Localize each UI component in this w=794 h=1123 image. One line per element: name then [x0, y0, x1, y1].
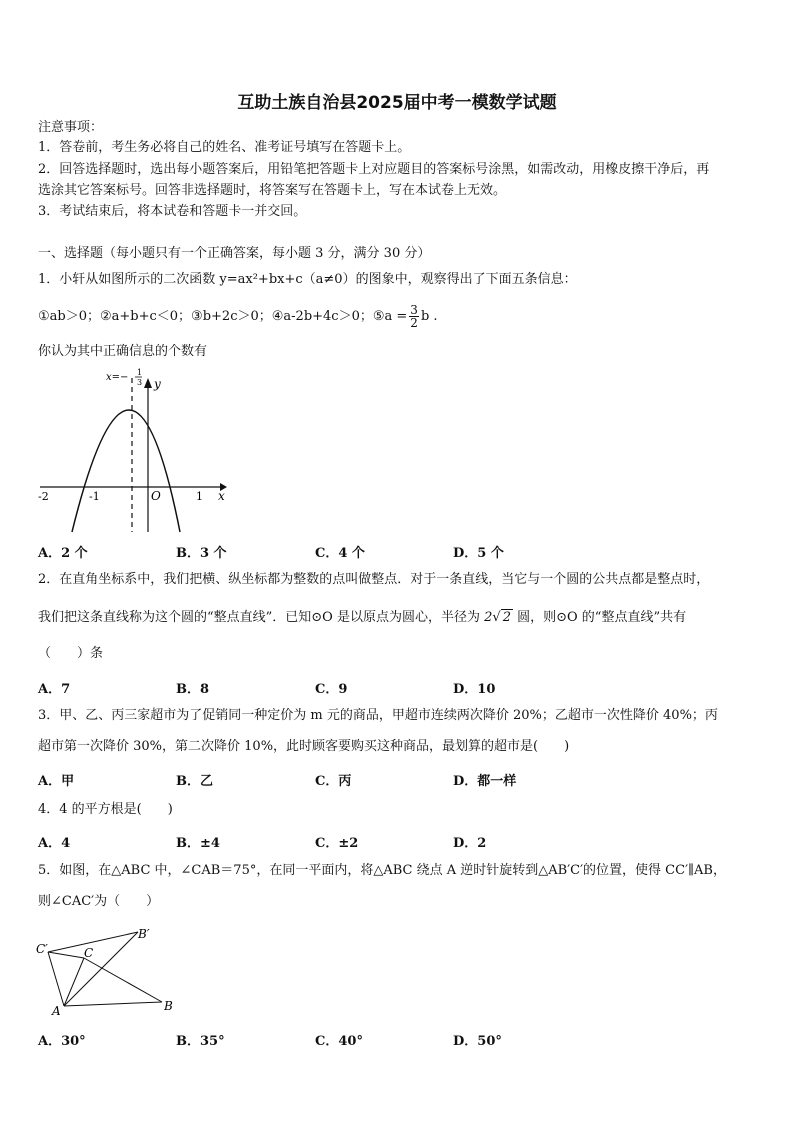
option-c[interactable]: C．9 — [315, 682, 348, 697]
radius-radicand: 2 — [502, 610, 511, 625]
page-title: 互助土族自治县2025届中考一模数学试题 — [237, 93, 557, 113]
segment-a-c — [64, 958, 84, 1006]
triangle-figure — [34, 922, 184, 1018]
label-c: C — [84, 946, 94, 960]
parabola-curve — [72, 410, 180, 532]
radius-value: 2√ 2 — [484, 610, 511, 625]
segment-cprime-c — [48, 952, 84, 958]
section-heading: 一、选择题（每小题只有一个正确答案，每小题 3 分，满分 30 分） — [38, 246, 431, 261]
option-d[interactable]: D．都一样 — [453, 774, 517, 789]
option-b[interactable]: B．±4 — [176, 836, 220, 851]
option-c[interactable]: C．丙 — [315, 774, 352, 789]
segment-c-b — [84, 958, 162, 1002]
option-d[interactable]: D．50° — [453, 1034, 502, 1049]
q1-info-prefix: ①ab＞0；②a+b+c＜0；③b+2c＞0；④a-2b+4c＞0；⑤ — [38, 309, 385, 324]
fraction-denominator: 2 — [410, 316, 418, 330]
label-c-prime: C′ — [36, 942, 48, 956]
tick-label: 1 — [196, 490, 203, 503]
q1-stem: 1．小轩从如图所示的二次函数 y=ax²+bx+c（a≠0）的图象中，观察得出了下面五条信息： — [38, 272, 577, 287]
q1-eq-right: b . — [420, 309, 438, 324]
tick-label: -1 — [89, 490, 100, 503]
option-b[interactable]: B．8 — [176, 682, 210, 697]
option-b[interactable]: B．3 个 — [176, 546, 227, 561]
y-axis-arrow — [144, 378, 152, 388]
option-d[interactable]: D．5 个 — [453, 546, 504, 561]
q1-eq-left: a = — [384, 309, 408, 324]
label-a: A — [52, 1004, 61, 1018]
option-b[interactable]: B．35° — [176, 1034, 225, 1049]
option-c[interactable]: C．±2 — [315, 836, 359, 851]
notice-item: 选涂其它答案标号。回答非选择题时，将答案写在答题卡上，写在本试卷上无效。 — [38, 183, 507, 198]
label-b-prime: B′ — [138, 927, 150, 941]
symmetry-label-num: 1 — [137, 368, 143, 377]
parabola-graph — [34, 366, 234, 536]
q1-info — [38, 304, 438, 329]
segment-cprime-a — [48, 952, 64, 1006]
segment-a-b — [64, 1002, 162, 1006]
x-axis-label: x — [218, 489, 225, 503]
option-c[interactable]: C．40° — [315, 1034, 363, 1049]
option-a[interactable]: A．2 个 — [38, 546, 88, 561]
q2-line2a: 我们把这条直线称为这个圆的“整点直线”．已知⊙O 是以原点为圆心，半径为 — [38, 610, 480, 625]
fraction-numerator: 3 — [410, 303, 418, 317]
option-a[interactable]: A．4 — [38, 836, 71, 851]
q3-line2: 超市第一次降价 30%，第二次降价 10%，此时顾客要购买这种商品，最划算的超市是( ) — [38, 739, 570, 754]
notice-item: 1．答卷前，考生务必将自己的姓名、准考证号填写在答题卡上。 — [38, 140, 411, 155]
label-b: B — [164, 999, 173, 1013]
option-d[interactable]: D．2 — [453, 836, 487, 851]
q2-line2b: 圆，则⊙O 的“整点直线”共有 — [517, 610, 687, 625]
option-c[interactable]: C．4 个 — [315, 546, 365, 561]
tick-label: -2 — [38, 490, 49, 503]
radius-coef: 2 — [484, 610, 493, 625]
notice-heading: 注意事项： — [38, 120, 104, 135]
option-a[interactable]: A．30° — [38, 1034, 86, 1049]
q5-line2: 则∠CAC′为（ ） — [38, 894, 160, 909]
q2-line2 — [38, 610, 686, 626]
q2-line3: （ ）条 — [38, 646, 104, 661]
q5-line1: 5．如图，在△ABC 中，∠CAB＝75°，在同一平面内，将△ABC 绕点 A 逆时针旋转到△AB′C′的位置，使得 CC′∥AB， — [38, 863, 726, 878]
option-b[interactable]: B．乙 — [176, 774, 213, 789]
notice-item: 3．考试结束后，将本试卷和答题卡一并交回。 — [38, 204, 307, 219]
origin-label: O — [151, 489, 161, 503]
q1-ask: 你认为其中正确信息的个数有 — [38, 344, 208, 359]
q1-fraction — [409, 304, 419, 329]
q4-line1: 4．4 的平方根是( ) — [38, 802, 173, 817]
q3-line1: 3．甲、乙、丙三家超市为了促销同一种定价为 m 元的商品，甲超市连续两次降价 20%；乙超市一次性降价 40%；丙 — [38, 708, 718, 723]
q2-line1: 2．在直角坐标系中，我们把横、纵坐标都为整数的点叫做整点．对于一条直线，当它与一个圆的公共点都是整点时， — [38, 572, 710, 587]
option-a[interactable]: A．7 — [38, 682, 71, 697]
option-d[interactable]: D．10 — [453, 682, 496, 697]
option-a[interactable]: A．甲 — [38, 774, 75, 789]
notice-item: 2．回答选择题时，选出每小题答案后，用铅笔把答题卡上对应题目的答案标号涂黑，如需改动，用橡皮擦干净后，再 — [38, 162, 710, 177]
y-axis-label: y — [154, 377, 161, 391]
symmetry-label-den: 3 — [137, 378, 143, 387]
symmetry-label: x=− — [106, 372, 129, 383]
segment-a-bprime — [64, 932, 138, 1006]
